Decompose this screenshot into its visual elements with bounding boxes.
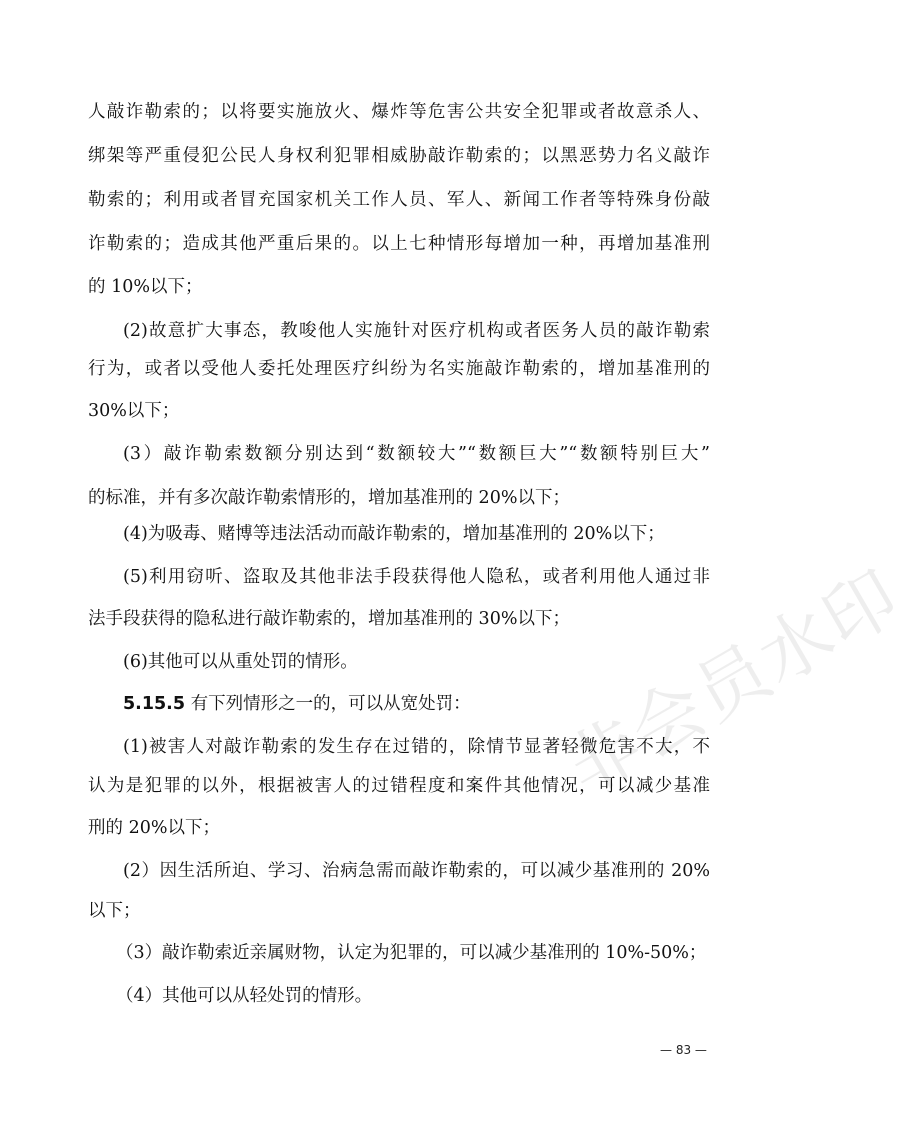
paragraph-line: 勒索的；利用或者冒充国家机关工作人员、军人、新闻工作者等特殊身份敲 [88, 190, 710, 210]
section-number: 5.15.5 [123, 694, 186, 714]
paragraph-line: 以下； [88, 901, 141, 921]
list-item-line: (2)故意扩大事态，教唆他人实施针对医疗机构或者医务人员的敲诈勒索 [123, 321, 710, 341]
list-item-line: (5)利用窃听、盗取及其他非法手段获得他人隐私，或者利用他人通过非 [123, 567, 710, 587]
page-number: — 83 — [660, 1043, 707, 1057]
list-item-line: （3）敲诈勒索近亲属财物，认定为犯罪的，可以减少基准刑的 10%-50%； [116, 943, 707, 963]
paragraph-line: 认为是犯罪的以外，根据被害人的过错程度和案件其他情况，可以减少基准 [88, 776, 710, 796]
paragraph-line: 30%以下； [88, 401, 180, 421]
paragraph-line: 的 10%以下； [88, 277, 203, 297]
list-item-line: （4）其他可以从轻处罚的情形。 [116, 986, 373, 1006]
section-heading [123, 691, 710, 717]
watermark: 非会员水印 [551, 553, 915, 812]
list-item-line: (2）因生活所迫、学习、治病急需而敲诈勒索的，可以减少基准刑的 20% [123, 861, 710, 881]
paragraph-line: 绑架等严重侵犯公民人身权利犯罪相威胁敲诈勒索的；以黑恶势力名义敲诈 [88, 146, 710, 166]
list-item-line: (6)其他可以从重处罚的情形。 [123, 652, 358, 672]
paragraph-line: 刑的 20%以下； [88, 818, 220, 838]
list-item-line: (3）敲诈勒索数额分别达到“数额较大”“数额巨大”“数额特别巨大” [123, 444, 710, 464]
list-item-line: (1)被害人对敲诈勒索的发生存在过错的，除情节显著轻微危害不大，不 [123, 737, 710, 757]
paragraph-line: 行为，或者以受他人委托处理医疗纠纷为名实施敲诈勒索的，增加基准刑的 [88, 359, 710, 379]
section-heading-text: 有下列情形之一的，可以从宽处罚： [190, 694, 471, 714]
paragraph-line: 诈勒索的；造成其他严重后果的。以上七种情形每增加一种，再增加基准刑 [88, 234, 710, 254]
paragraph-line: 人敲诈勒索的；以将要实施放火、爆炸等危害公共安全犯罪或者故意杀人、 [88, 102, 710, 122]
paragraph-line: 的标准，并有多次敲诈勒索情形的，增加基准刑的 20%以下； [88, 488, 570, 508]
list-item-line: (4)为吸毒、赌博等违法活动而敲诈勒索的，增加基准刑的 20%以下； [123, 524, 665, 544]
paragraph-line: 法手段获得的隐私进行敲诈勒索的，增加基准刑的 30%以下； [88, 609, 570, 629]
